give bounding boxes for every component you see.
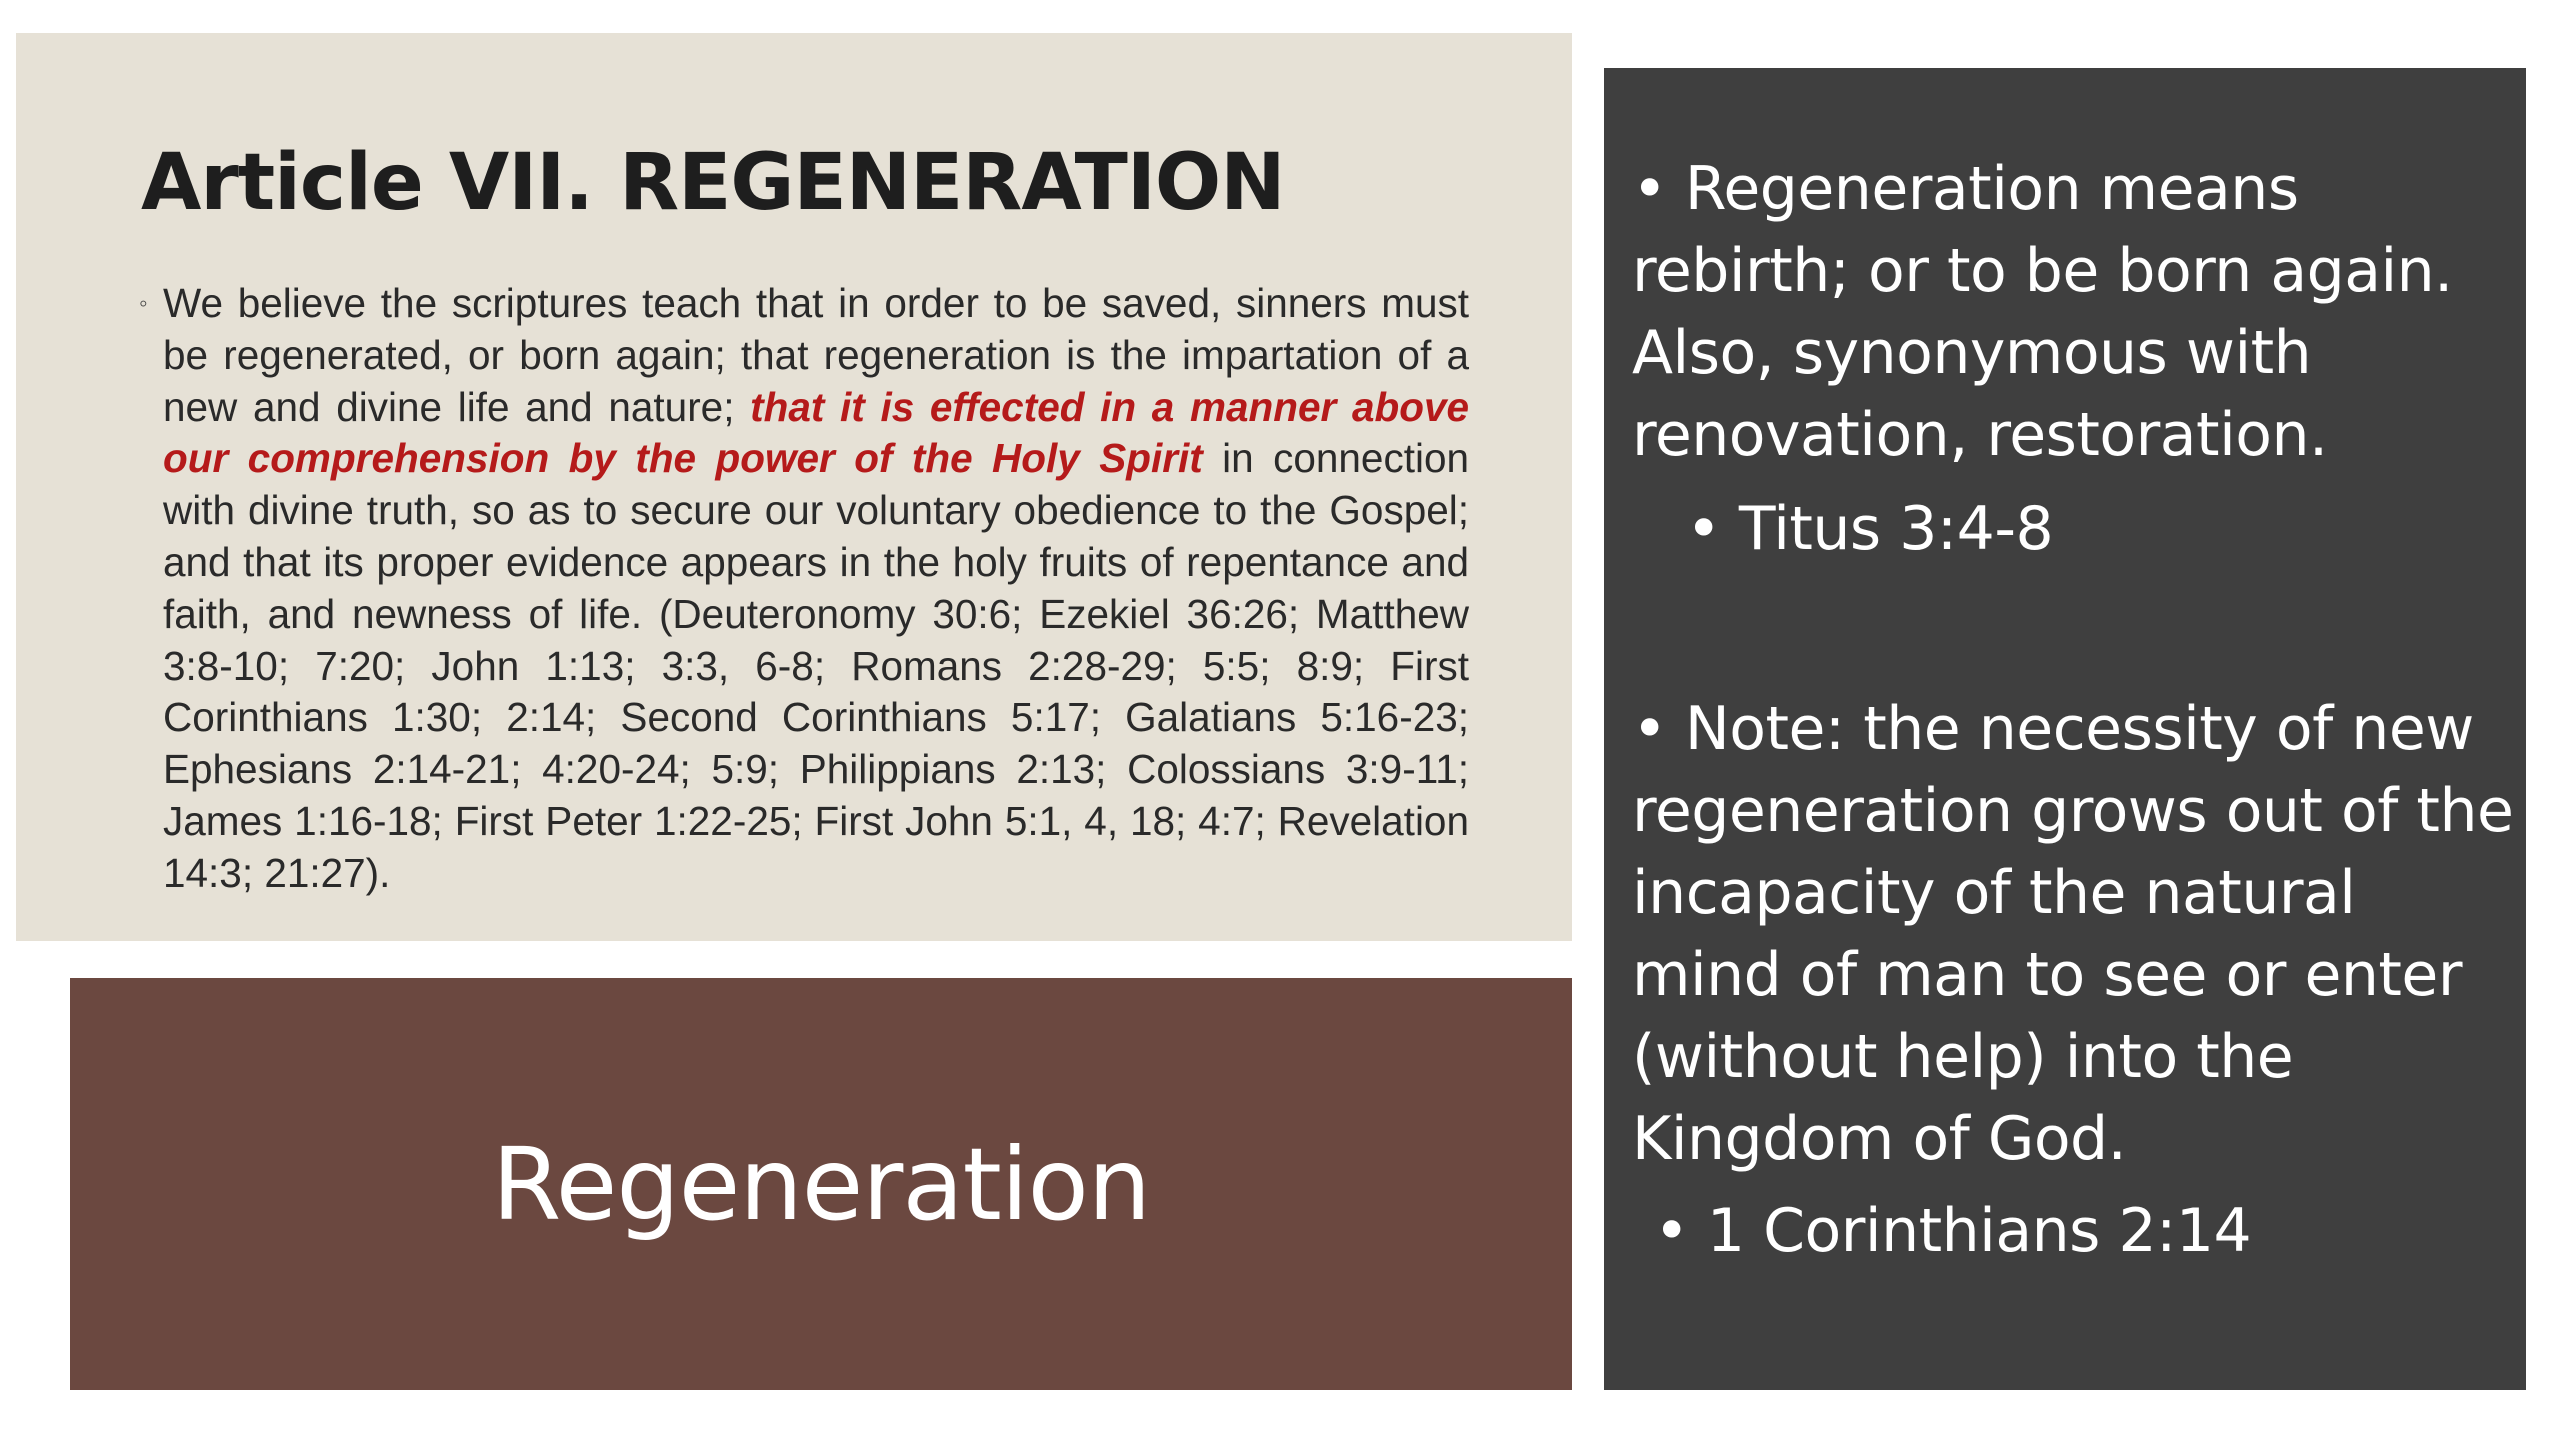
bullet-point-1 [1632, 148, 2522, 476]
article-title: Article VII. REGENERATION [141, 138, 1285, 228]
slide-title-block [70, 978, 1572, 1390]
bullet-list [1604, 68, 2526, 1390]
bullet-dot-icon: • [1632, 154, 1667, 224]
article-text-emphasis: that it is effected in a manner above our comprehension by the power of the Holy Spirit [163, 383, 1469, 482]
article-bullet-icon: ◦ [139, 290, 148, 317]
bullet-point-2 [1632, 688, 2522, 1180]
bullet-point-2-text: Note: the necessity of new regeneration grows out of the incapacity of the natural mind of man to see or enter (without help) into the Kingdom of God. [1632, 694, 2514, 1174]
bullet-point-1-text: Regeneration means rebirth; or to be born again. Also, synonymous with renovation, restoration. [1632, 154, 2453, 470]
sub-bullet-1 [1686, 488, 2053, 570]
content-panel [1604, 68, 2526, 1390]
sub-bullet-2 [1654, 1190, 2251, 1272]
article-text-before: We believe the scriptures teach that in order to be saved, sinners must be regenerated, or born again; that regeneration is the impartation of a new and divine life and nature; [163, 280, 1469, 430]
bullet-dot-icon: • [1654, 1196, 1689, 1266]
article-body [139, 278, 1469, 900]
article-image-panel [16, 33, 1572, 941]
bullet-dot-icon: • [1686, 494, 1721, 564]
article-text-after: in connection with divine truth, so as to secure our voluntary obedience to the Gospel; and that its proper evidence appears in the holy fruits of repentance and faith, and newness of life. (Deuteronomy 30:6; Ezekiel 36:26; Matthew 3:8-10; 7:20; John 1:13; 3:3, 6-8; Romans 2:28-29; 5:5; 8:9; First Corinthians 1:30; 2:14; Second Corinthians 5:17; Galatians 5:16-23; Ephesians 2:14-21; 4:20-24; 5:9; Philippians 2:13; Colossians 3:9-11; James 1:16-18; First Peter 1:22-25; First John 5:1, 4, 18; 4:7; Revelation 14:3; 21:27). [163, 435, 1470, 896]
sub-bullet-1-text: Titus 3:4-8 [1738, 494, 2054, 564]
slide-title: Regeneration [491, 1125, 1151, 1243]
sub-bullet-2-text: 1 Corinthians 2:14 [1706, 1196, 2252, 1266]
bullet-dot-icon: • [1632, 694, 1667, 764]
